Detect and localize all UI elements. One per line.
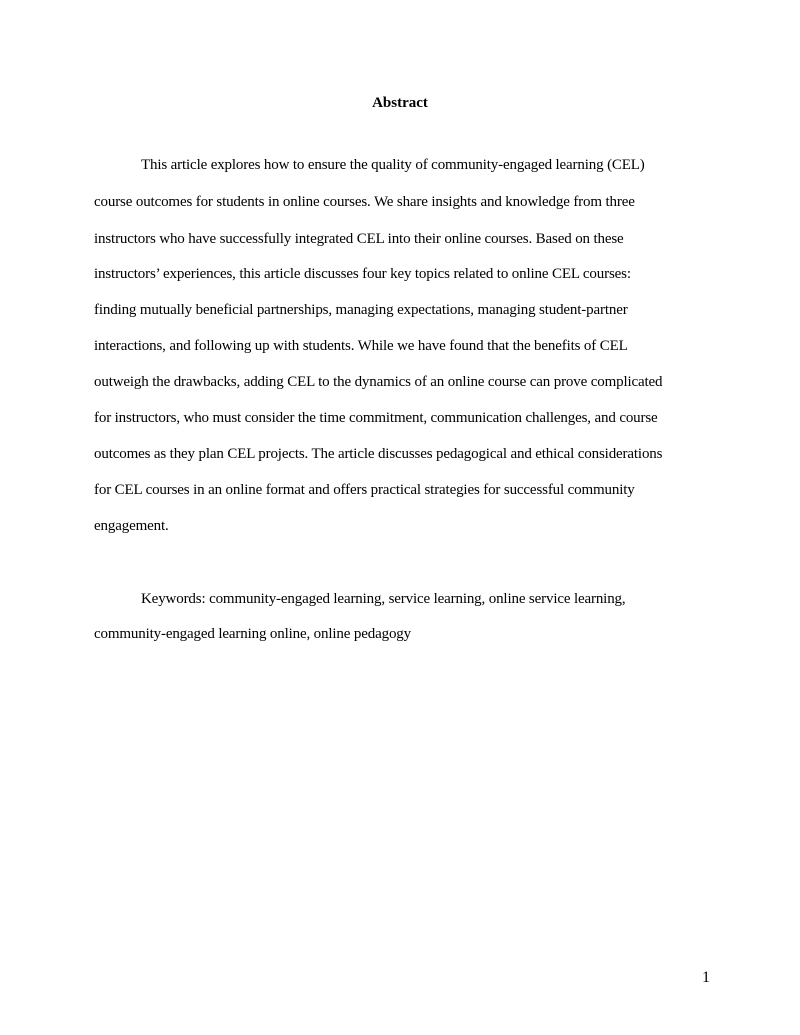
abstract-line: finding mutually beneficial partnerships, managing expectations, managing student-partner [94, 302, 628, 318]
abstract-line: instructors who have successfully integrated CEL into their online courses. Based on these [94, 231, 624, 247]
abstract-line: outcomes as they plan CEL projects. The article discusses pedagogical and ethical considerations [94, 446, 663, 462]
abstract-line: interactions, and following up with students. While we have found that the benefits of CEL [94, 338, 628, 354]
abstract-line: for instructors, who must consider the time commitment, communication challenges, and course [94, 410, 658, 426]
keywords-line: Keywords: community-engaged learning, service learning, online service learning, [141, 591, 626, 607]
abstract-line: outweigh the drawbacks, adding CEL to the dynamics of an online course can prove complicated [94, 374, 663, 390]
abstract-line: This article explores how to ensure the quality of community-engaged learning (CEL) [141, 157, 645, 173]
abstract-line: engagement. [94, 518, 169, 534]
abstract-heading: Abstract [372, 95, 428, 111]
abstract-line: course outcomes for students in online courses. We share insights and knowledge from three [94, 194, 635, 210]
abstract-line: instructors’ experiences, this article discusses four key topics related to online CEL courses: [94, 266, 631, 282]
abstract-line: for CEL courses in an online format and offers practical strategies for successful community [94, 482, 635, 498]
keywords-line: community-engaged learning online, online pedagogy [94, 626, 411, 642]
page-number: 1 [702, 969, 710, 986]
